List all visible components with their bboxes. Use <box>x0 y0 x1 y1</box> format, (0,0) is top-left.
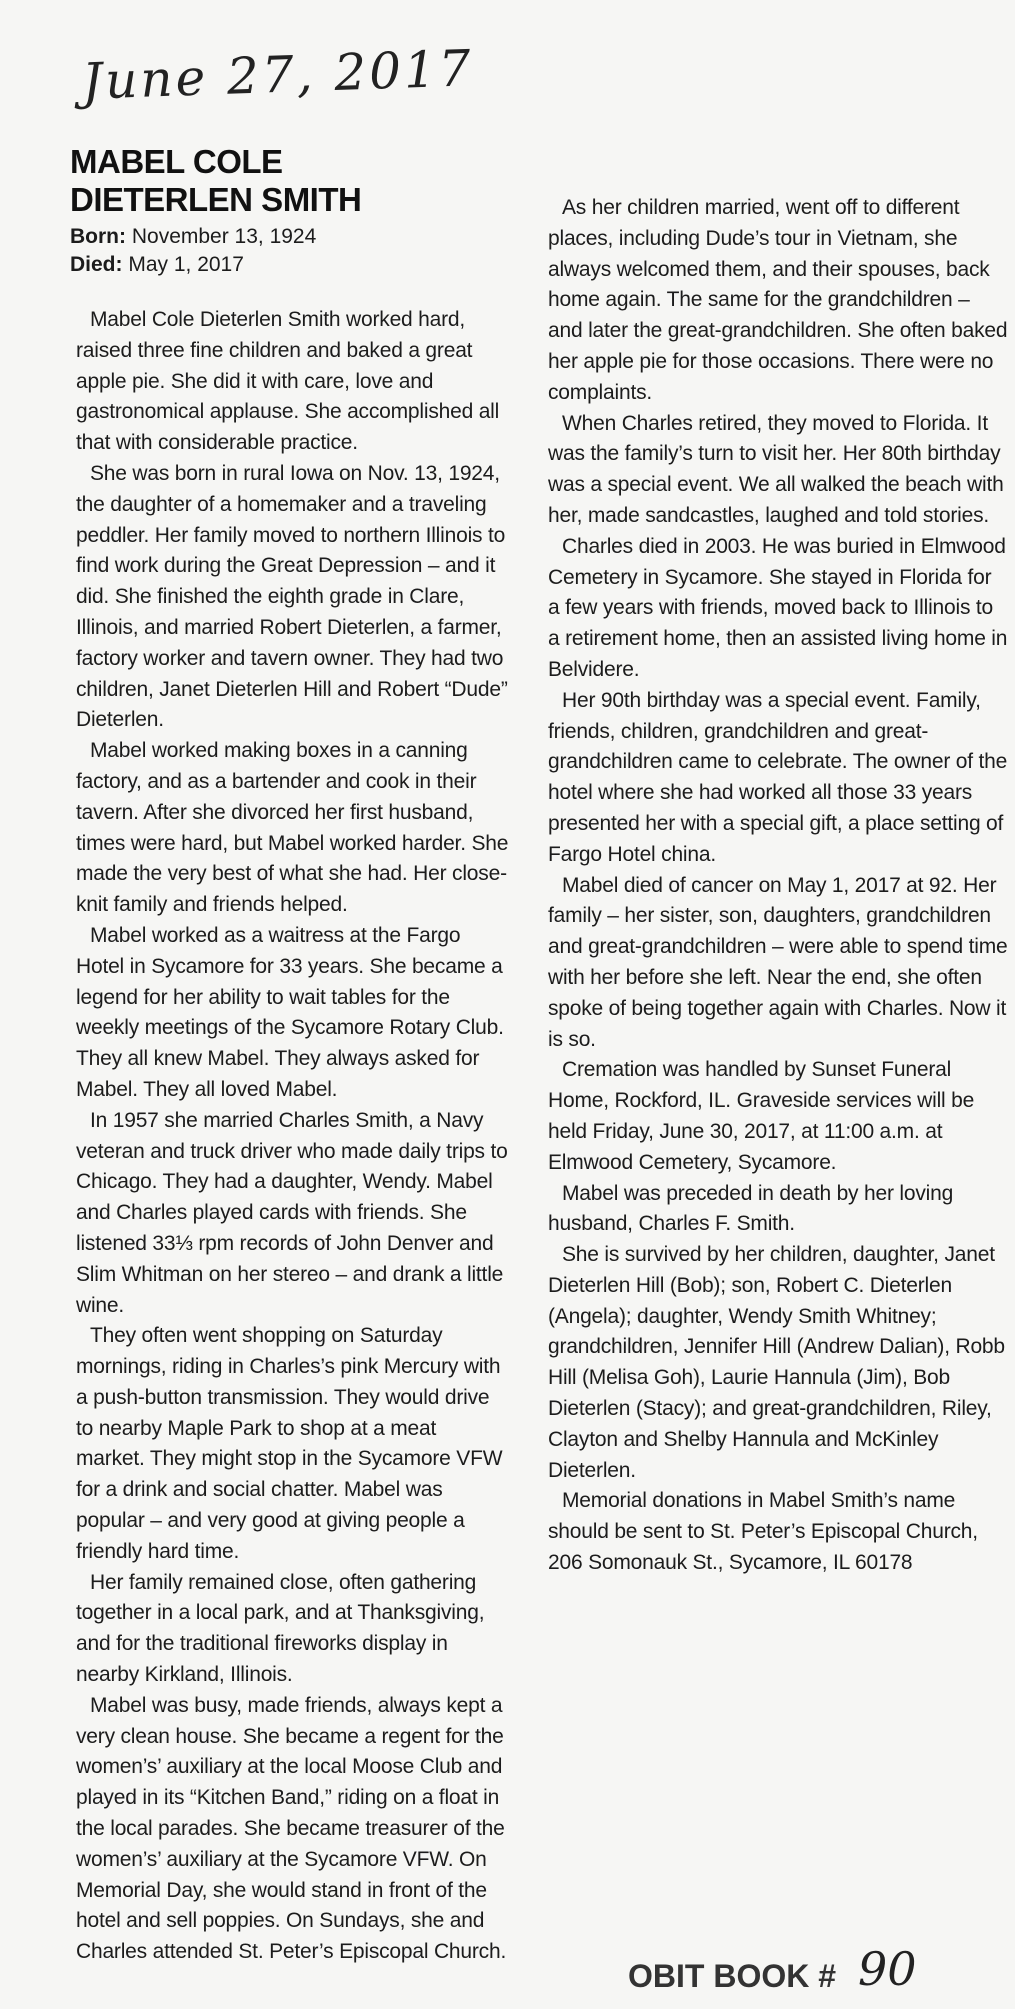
obit-book-number: 90 <box>858 1942 917 1996</box>
left-paragraph: They often went shopping on Saturday mornings, riding in Charles’s pink Mercury with a push-button transmission. They would drive to nearby Maple Park to shop at a meat market. They might stop in the Sycamore VFW for a drink and social chatter. Mabel was popular – and very good at giving people a friendly hard time. <box>76 1324 503 1563</box>
left-paragraph: She was born in rural Iowa on Nov. 13, 1924, the daughter of a homemaker and a traveling peddler. Her family moved to northern Illinois to find work during the Great Depression – and it did. She finished the eighth grade in Clare, Illinois, and married Robert Dieterlen, a farmer, factory worker and tavern owner. They had two children, Janet Dieterlen Hill and Robert “Dude” Dieterlen. <box>76 461 508 732</box>
obituary-name-line-2: DIETERLEN SMITH <box>70 181 362 218</box>
left-paragraph: In 1957 she married Charles Smith, a Navy veteran and truck driver who made daily trips to Chicago. They had a daughter, Wendy. Mabel and Charles played cards with friends. She listened 33⅓ rpm records of John Denver and Slim Whitman on her stereo – and drank a little wine. <box>76 1108 508 1317</box>
vital-dates <box>70 223 510 279</box>
left-paragraph: Mabel was busy, made friends, always kept a very clean house. She became a regent for the women’s’ auxiliary at the local Moose Club and played in its “Kitchen Band,” riding on a float in the local parades. She became treasurer of the women’s’ auxiliary at the Sycamore VFW. On Memorial Day, she would stand in front of the hotel and sell poppies. On Sundays, she and Charles attended St. Peter’s Episcopal Church. <box>76 1693 507 1964</box>
right-paragraph: Cremation was handled by Sunset Funeral Home, Rockford, IL. Graveside services will be held Friday, June 30, 2017, at 11:00 a.m. at Elmwood Cemetery, Sycamore. <box>548 1058 975 1174</box>
obituary-name-line-1: MABEL COLE <box>70 143 283 180</box>
left-paragraph: Mabel worked as a waitress at the Fargo Hotel in Sycamore for 33 years. She became a legend for her ability to wait tables for the weekly meetings of the Sycamore Rotary Club. They all knew Mabel. They always asked for Mabel. They all loved Mabel. <box>76 923 504 1101</box>
right-paragraph: Charles died in 2003. He was buried in Elmwood Cemetery in Sycamore. She stayed in Florida for a few years with friends, moved back to Illinois to a retirement home, then an assisted living home in Belvidere. <box>548 534 1008 681</box>
left-paragraph: Mabel worked making boxes in a canning factory, and as a bartender and cook in their tavern. After she divorced her first husband, times were hard, but Mabel worked harder. She made the very best of what she had. Her close-knit family and friends helped. <box>76 739 509 917</box>
died-value: May 1, 2017 <box>128 253 244 276</box>
right-paragraph: Memorial donations in Mabel Smith’s name should be sent to St. Peter’s Episcopal Church, 206 Somonauk St., Sycamore, IL 60178 <box>548 1489 978 1575</box>
right-paragraph: As her children married, went off to different places, including Dude’s tour in Vietnam, she always welcomed them, and their spouses, back home again. The same for the grandchildren – and later the great-grandchildren. She often baked her apple pie for those occasions. There were no complaints. <box>548 196 1008 404</box>
handwritten-date: June 27, 2017 <box>81 39 475 111</box>
died-label: Died: <box>70 253 123 276</box>
born-line <box>70 223 510 251</box>
right-paragraph: Mabel died of cancer on May 1, 2017 at 92. Her family – her sister, son, daughters, grandchildren and great-grandchildren – were able to spend time with her before she left. Near the end, she often spoke of being together again with Charles. Now it is so. <box>548 873 1008 1051</box>
right-paragraph: Her 90th birthday was a special event. Family, friends, children, grandchildren and great-grandchildren came to celebrate. The owner of the hotel where she had worked all those 33 years presented her with a special gift, a place setting of Fargo Hotel china. <box>548 688 1008 866</box>
left-column <box>70 143 510 1968</box>
right-column <box>548 193 1008 1579</box>
right-paragraph: When Charles retired, they moved to Florida. It was the family’s turn to visit her. Her 80th birthday was a special event. We all walked the beach with her, made sandcastles, laughed and told stories. <box>548 411 1004 527</box>
born-value: November 13, 1924 <box>131 225 317 248</box>
left-paragraph: Mabel Cole Dieterlen Smith worked hard, raised three fine children and baked a great apple pie. She did it with care, love and gastronomical applause. She accomplished all that with considerable practice. <box>76 308 500 455</box>
right-paragraph: She is survived by her children, daughter, Janet Dieterlen Hill (Bob); son, Robert C. Dieterlen (Angela); daughter, Wendy Smith Whitney; grandchildren, Jennifer Hill (Andrew Dalian), Robb Hill (Melisa Goh), Laurie Hannula (Jim), Bob Dieterlen (Stacy); and great-grandchildren, Riley, Clayton and Shelby Hannula and McKinley Dieterlen. <box>548 1243 1005 1482</box>
obit-book-label: OBIT BOOK # <box>628 1958 837 1994</box>
born-label: Born: <box>70 225 126 248</box>
right-paragraph: Mabel was preceded in death by her loving husband, Charles F. Smith. <box>548 1181 954 1236</box>
left-paragraph: Her family remained close, often gathering together in a local park, and at Thanksgiving, and for the traditional fireworks display in nearby Kirkland, Illinois. <box>76 1570 485 1687</box>
died-line <box>70 251 510 279</box>
